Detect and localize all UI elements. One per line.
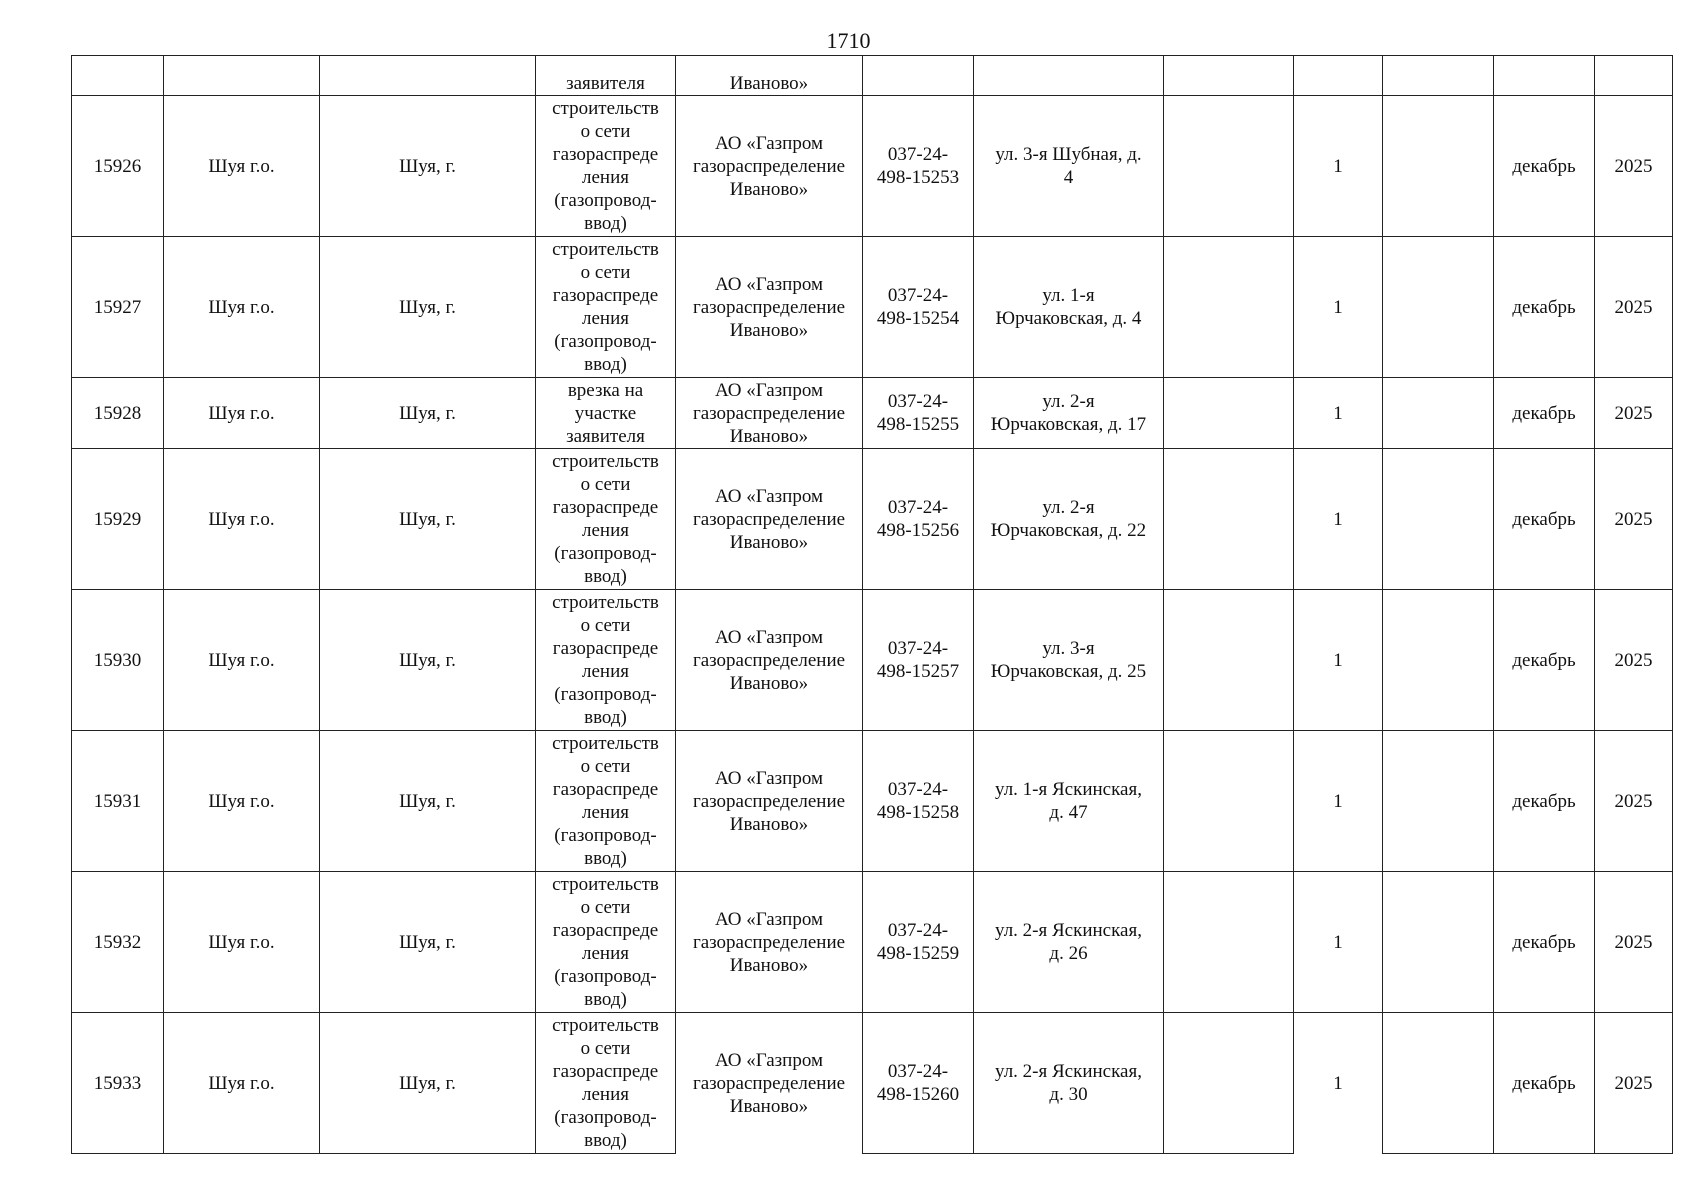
cell-num-text: 15933 — [93, 1072, 142, 1094]
cell-code — [863, 731, 974, 872]
cell-month-text: декабрь — [1512, 508, 1576, 530]
cell-num-text: 15927 — [93, 296, 142, 318]
cell-code-text: 037-24- 498-15255 — [876, 391, 960, 435]
cell-num-text: 15932 — [93, 931, 142, 953]
cell-code — [863, 872, 974, 1013]
cell-num-text: 15928 — [93, 402, 142, 424]
cell-organization — [676, 590, 863, 731]
cell-district-text: Шуя г.о. — [208, 155, 275, 177]
cell-settlement — [320, 731, 536, 872]
cell-note — [1383, 1013, 1494, 1154]
cell-qty — [1294, 378, 1383, 449]
cell-qty — [1294, 449, 1383, 590]
cell-address-text: ул. 3-я Юрчаковская, д. 25 — [990, 638, 1147, 682]
cell-year-text: 2025 — [1614, 508, 1653, 530]
cell-address-text: ул. 2-я Юрчаковская, д. 17 — [990, 391, 1147, 435]
cell-extra — [1164, 590, 1294, 731]
cell-settlement-text: Шуя, г. — [399, 649, 456, 671]
table-row — [72, 872, 1673, 1013]
cell-organization — [676, 237, 863, 378]
cell-code — [863, 237, 974, 378]
cell-year — [1595, 731, 1673, 872]
cell-month — [1494, 237, 1595, 378]
cell-num — [72, 731, 164, 872]
cell-extra — [1164, 731, 1294, 872]
cell-qty-text: 1 — [1333, 931, 1343, 953]
cell-settlement — [320, 1013, 536, 1154]
cell-work-type — [536, 378, 676, 449]
cell-organization: Иваново» — [676, 56, 863, 96]
cell-code — [863, 378, 974, 449]
cell-settlement-text: Шуя, г. — [399, 296, 456, 318]
cell-num — [72, 56, 164, 96]
cell-settlement-text: Шуя, г. — [399, 402, 456, 424]
cell-num — [72, 872, 164, 1013]
cell-note — [1383, 378, 1494, 449]
cell-year-text: 2025 — [1614, 296, 1653, 318]
cell-organization-text: АО «Газпром газораспределение Иваново» — [692, 767, 846, 835]
cell-year — [1595, 872, 1673, 1013]
cell-qty — [1294, 731, 1383, 872]
cell-qty — [1294, 96, 1383, 237]
cell-code — [863, 96, 974, 237]
cell-work-type — [536, 237, 676, 378]
cell-num — [72, 590, 164, 731]
cell-address-text: ул. 3-я Шубная, д. 4 — [995, 144, 1142, 188]
cell-settlement — [320, 237, 536, 378]
cell-district — [164, 449, 320, 590]
cell-address-text: ул. 1-я Юрчаковская, д. 4 — [995, 285, 1142, 329]
cell-year-text: 2025 — [1614, 1072, 1653, 1094]
cell-extra — [1164, 237, 1294, 378]
cell-organization — [676, 1013, 863, 1154]
cell-address — [974, 449, 1164, 590]
cell-month-text: декабрь — [1512, 790, 1576, 812]
cell-address — [974, 56, 1164, 96]
cell-settlement-text: Шуя, г. — [399, 931, 456, 953]
cell-address — [974, 590, 1164, 731]
cell-work-type — [536, 872, 676, 1013]
cell-organization-text: АО «Газпром газораспределение Иваново» — [692, 908, 846, 976]
cell-year — [1595, 237, 1673, 378]
records-table — [71, 55, 1673, 1154]
cell-code-text: 037-24- 498-15254 — [876, 285, 960, 329]
cell-code-text: 037-24- 498-15253 — [876, 144, 960, 188]
cell-qty — [1294, 237, 1383, 378]
cell-district — [164, 590, 320, 731]
cell-district-text: Шуя г.о. — [208, 790, 275, 812]
cell-month-text: декабрь — [1512, 649, 1576, 671]
cell-note — [1383, 56, 1494, 96]
cell-settlement-text: Шуя, г. — [399, 1072, 456, 1094]
cell-district-text: Шуя г.о. — [208, 402, 275, 424]
cell-work-type-text: строительств о сети газораспреде ления (газопровод- ввод) — [552, 733, 659, 869]
cell-work-type-text: строительств о сети газораспреде ления (газопровод- ввод) — [552, 874, 659, 1010]
cell-month-text: декабрь — [1512, 931, 1576, 953]
cell-code-text: 037-24- 498-15260 — [876, 1061, 960, 1105]
cell-settlement-text: Шуя, г. — [399, 155, 456, 177]
cell-qty-text: 1 — [1333, 1072, 1343, 1094]
cell-note — [1383, 872, 1494, 1013]
cell-num — [72, 237, 164, 378]
cell-num — [72, 1013, 164, 1154]
cell-settlement — [320, 590, 536, 731]
cell-year-text: 2025 — [1614, 402, 1653, 424]
cell-district-text: Шуя г.о. — [208, 1072, 275, 1094]
table-row — [72, 378, 1673, 449]
cell-district-text: Шуя г.о. — [208, 508, 275, 530]
cell-district-text: Шуя г.о. — [208, 296, 275, 318]
cell-work-type: заявителя — [536, 56, 676, 96]
cell-address — [974, 1013, 1164, 1154]
cell-code — [863, 56, 974, 96]
cell-qty-text: 1 — [1333, 508, 1343, 530]
cell-month-text: декабрь — [1512, 155, 1576, 177]
cell-district — [164, 378, 320, 449]
cell-district — [164, 96, 320, 237]
table-row — [72, 449, 1673, 590]
cell-address — [974, 731, 1164, 872]
cell-district — [164, 237, 320, 378]
cell-organization-text: АО «Газпром газораспределение Иваново» — [692, 1049, 846, 1117]
cell-district-text: Шуя г.о. — [208, 649, 275, 671]
cell-address-text: ул. 2-я Юрчаковская, д. 22 — [990, 497, 1147, 541]
cell-extra — [1164, 872, 1294, 1013]
cell-address-text: ул. 1-я Яскинская, д. 47 — [995, 779, 1142, 823]
cell-code-text: 037-24- 498-15257 — [876, 638, 960, 682]
cell-work-type — [536, 1013, 676, 1154]
cell-organization-text: АО «Газпром газораспределение Иваново» — [692, 626, 846, 694]
table-row-continued — [72, 56, 1673, 96]
cell-year — [1595, 449, 1673, 590]
cell-address-text: ул. 2-я Яскинская, д. 26 — [995, 920, 1142, 964]
cell-month — [1494, 590, 1595, 731]
cell-qty — [1294, 872, 1383, 1013]
cell-address — [974, 237, 1164, 378]
cell-num-text: 15931 — [93, 790, 142, 812]
cell-organization-text: АО «Газпром газораспределение Иваново» — [692, 132, 846, 200]
cell-note — [1383, 449, 1494, 590]
cell-year — [1595, 96, 1673, 237]
cell-note — [1383, 590, 1494, 731]
cell-note — [1383, 237, 1494, 378]
cell-month — [1494, 731, 1595, 872]
table-row — [72, 1013, 1673, 1154]
cell-qty-text: 1 — [1333, 649, 1343, 671]
cell-month-text: декабрь — [1512, 296, 1576, 318]
cell-organization-text: АО «Газпром газораспределение Иваново» — [692, 485, 846, 553]
cell-settlement — [320, 872, 536, 1013]
cell-district — [164, 872, 320, 1013]
cell-work-type — [536, 590, 676, 731]
cell-work-type-text: строительств о сети газораспреде ления (газопровод- ввод) — [552, 451, 659, 587]
cell-organization-text: АО «Газпром газораспределение Иваново» — [692, 273, 846, 341]
cell-qty-text: 1 — [1333, 296, 1343, 318]
cell-settlement-text: Шуя, г. — [399, 790, 456, 812]
cell-num — [72, 378, 164, 449]
cell-num-text: 15930 — [93, 649, 142, 671]
cell-extra — [1164, 1013, 1294, 1154]
table-row — [72, 237, 1673, 378]
cell-extra — [1164, 378, 1294, 449]
cell-settlement-text: Шуя, г. — [399, 508, 456, 530]
cell-district — [164, 731, 320, 872]
cell-year — [1595, 590, 1673, 731]
cell-organization — [676, 96, 863, 237]
cell-district — [164, 56, 320, 96]
cell-address — [974, 378, 1164, 449]
table-row — [72, 96, 1673, 237]
cell-qty — [1294, 56, 1383, 96]
cell-work-type-text: строительств о сети газораспреде ления (газопровод- ввод) — [552, 98, 659, 234]
cell-month — [1494, 56, 1595, 96]
cell-num-text: 15929 — [93, 508, 142, 530]
cell-year-text: 2025 — [1614, 649, 1653, 671]
cell-work-type — [536, 731, 676, 872]
cell-address-text: ул. 2-я Яскинская, д. 30 — [995, 1061, 1142, 1105]
page-number: 1710 — [826, 28, 871, 53]
cell-code — [863, 1013, 974, 1154]
cell-work-type-text: врезка на участке заявителя — [566, 379, 645, 447]
cell-month-text: декабрь — [1512, 402, 1576, 424]
cell-qty — [1294, 1013, 1383, 1154]
cell-qty-text: 1 — [1333, 402, 1343, 424]
cell-year-text: 2025 — [1614, 155, 1653, 177]
cell-code-text: 037-24- 498-15256 — [876, 497, 960, 541]
cell-qty-text: 1 — [1333, 790, 1343, 812]
cell-month — [1494, 1013, 1595, 1154]
cell-extra — [1164, 96, 1294, 237]
cell-year — [1595, 1013, 1673, 1154]
cell-month — [1494, 378, 1595, 449]
cell-code — [863, 590, 974, 731]
cell-organization — [676, 872, 863, 1013]
cell-num — [72, 449, 164, 590]
cell-settlement — [320, 378, 536, 449]
cell-note — [1383, 96, 1494, 237]
cell-year-text: 2025 — [1614, 790, 1653, 812]
table-row — [72, 731, 1673, 872]
cell-organization — [676, 449, 863, 590]
cell-settlement — [320, 449, 536, 590]
cell-work-type-text: строительств о сети газораспреде ления (газопровод- ввод) — [552, 592, 659, 728]
cell-year-text: 2025 — [1614, 931, 1653, 953]
cell-code — [863, 449, 974, 590]
cell-code-text: 037-24- 498-15259 — [876, 920, 960, 964]
cell-organization — [676, 378, 863, 449]
cell-qty-text: 1 — [1333, 155, 1343, 177]
cell-month — [1494, 449, 1595, 590]
cell-extra — [1164, 56, 1294, 96]
cell-year — [1595, 378, 1673, 449]
cell-district — [164, 1013, 320, 1154]
cell-work-type — [536, 96, 676, 237]
cell-num-text: 15926 — [93, 155, 142, 177]
cell-settlement — [320, 56, 536, 96]
cell-organization — [676, 731, 863, 872]
cell-note — [1383, 731, 1494, 872]
cell-month-text: декабрь — [1512, 1072, 1576, 1094]
cell-qty — [1294, 590, 1383, 731]
table-row — [72, 590, 1673, 731]
cell-settlement — [320, 96, 536, 237]
cell-num — [72, 96, 164, 237]
cell-organization-text: АО «Газпром газораспределение Иваново» — [692, 379, 846, 447]
cell-address — [974, 96, 1164, 237]
cell-work-type-text: строительств о сети газораспреде ления (газопровод- ввод) — [552, 1015, 659, 1151]
cell-month — [1494, 96, 1595, 237]
cell-year — [1595, 56, 1673, 96]
cell-district-text: Шуя г.о. — [208, 931, 275, 953]
cell-work-type — [536, 449, 676, 590]
cell-code-text: 037-24- 498-15258 — [876, 779, 960, 823]
cell-month — [1494, 872, 1595, 1013]
cell-work-type-text: строительств о сети газораспреде ления (газопровод- ввод) — [552, 239, 659, 375]
cell-address — [974, 872, 1164, 1013]
cell-extra — [1164, 449, 1294, 590]
